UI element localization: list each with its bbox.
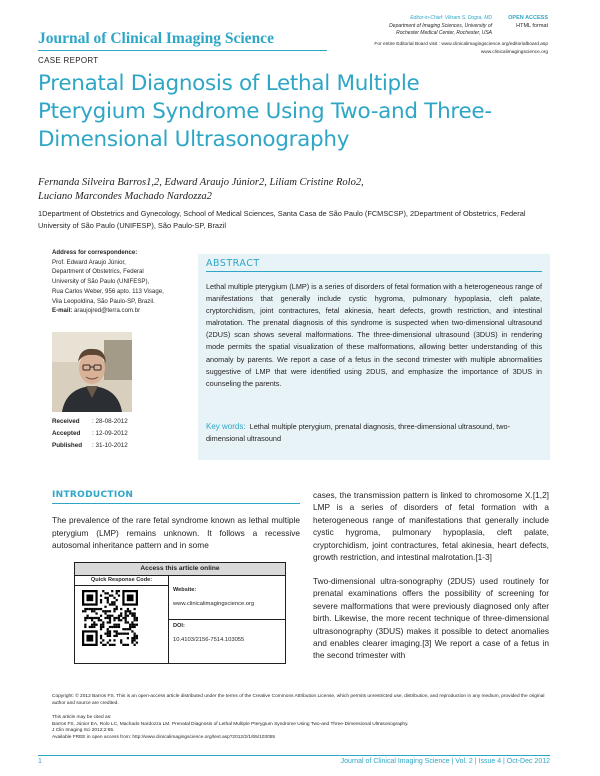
format-label[interactable]: HTML format xyxy=(516,22,548,29)
date-published: Published : 31-10-2012 xyxy=(52,442,128,449)
correspondence-street: Rua Carlos Weber, 956 apto. 113 Visage, xyxy=(52,287,164,295)
abstract-rule xyxy=(206,271,542,272)
author-photo-image xyxy=(52,332,132,412)
article-type: CASE REPORT xyxy=(38,56,99,65)
cite-journal: J Clin Imaging Sci 2012;2:65. xyxy=(52,728,115,733)
doi-label: DOI: xyxy=(173,623,185,629)
correspondence-city: Vila Leopoldina, São Paulo-SP, Brazil. xyxy=(52,297,155,305)
introduction-text: The prevalence of the rare fetal syndrome known as lethal multiple pterygium (LMP) remains unknown. It follows a recessive autosomal inheritance pattern and in some xyxy=(52,515,300,550)
website-text: www.clinicalimagingscience.org xyxy=(480,50,548,55)
doi-link[interactable]: 10.4103/2156-7514.103055 xyxy=(173,637,245,643)
qr-code-image xyxy=(82,590,138,646)
footer-journal: Journal of Clinical Imaging Science | Vol. 2 | Issue 4 | Oct-Dec 2012 xyxy=(340,758,550,765)
introduction-heading: INTRODUCTION xyxy=(52,490,134,500)
access-divider xyxy=(75,585,168,586)
email-link[interactable]: araujojred@terra.com.br xyxy=(74,307,141,315)
cite-reference: Barros FS, Júnior EA, Rolo LC, Machado Nardozza LM. Prenatal Diagnosis of Lethal Multiple Pterygium Syndrome Using Two-and Three-Dimensional Ultrasonography. xyxy=(52,721,409,727)
abstract-heading: ABSTRACT xyxy=(206,258,260,269)
footer-rule xyxy=(38,755,550,756)
dates-block xyxy=(52,416,192,452)
header-rule xyxy=(38,50,327,51)
correspondence-dept: Department of Obstetrics, Federal xyxy=(52,268,144,276)
authors xyxy=(38,176,548,204)
qr-code-icon[interactable] xyxy=(82,590,138,646)
article-title: Prenatal Diagnosis of Lethal Multiple Pterygium Syndrome Using Two-and Three-Dimensional Ultrasonography xyxy=(38,71,492,152)
editor-block xyxy=(342,15,492,38)
editor-institution: Rochester Medical Center, Rochester, USA xyxy=(396,30,492,37)
access-heading: Access this article online xyxy=(75,563,285,575)
keywords-label: Key words: xyxy=(206,422,246,431)
website-label: Website: xyxy=(173,587,197,593)
access-divider xyxy=(169,619,285,620)
date-accepted: Accepted : 12-09-2012 xyxy=(52,430,128,437)
introduction-rule xyxy=(52,503,300,504)
author-photo xyxy=(52,332,132,412)
website-link[interactable]: www.clinicalimagingscience.org xyxy=(173,601,255,607)
abstract-text: Lethal multiple pterygium (LMP) is a series of disorders of fetal formation with a heterogeneous range of manifestations that generally include cystic hygroma, pulmonary hypoplasia, cleft palate, cryptorchidism, joint contractures, fetal akinesia, heart defects, growth restriction, and intestinal malrotation. The prenatal diagnosis of this syndrome is suspected when two-dimensional ultrasound (2DUS) scan shows several malformations. The three-dimensional ultrasound (3DUS) in rendering mode permits the spatial visualization of these malformations, allowing better understanding of this anomaly by parents. We report a case of a fetus in the second trimester with multiple abnormalities suggestive of LMP that were identified using 2DUS, and emphasize the importance of 3DUS in counseling the parents. xyxy=(206,282,542,388)
copyright-notice: Copyright: © 2012 Barros FS. This is an open-access article distributed under the terms of the Creative Commons Attribution License, which permits unrestricted use, distribution, and reproduction in any medium, provided the original author and source are credited. xyxy=(52,694,545,706)
correspondence-univ: University of São Paulo (UNIFESP), xyxy=(52,278,150,286)
right-column-paragraph-1: cases, the transmission pattern is linked to chromosome X.[1,2] LMP is a series of disorders of fetal formation with a heterogeneous range of manifestations that generally include cystic hygroma, pulmonary hypoplasia, cleft palate, cryptorchidism, joint contractures, fetal akinesia, heart defects, growth restriction, and intestinal malrotation.[1-3] xyxy=(313,490,549,563)
editorial-board-line[interactable] xyxy=(300,41,548,57)
citation-block xyxy=(52,715,552,741)
editor-in-chief: Editor-in-Chief: Vikram S. Dogra, MD xyxy=(410,15,492,21)
authors-line-2: Luciano Marcondes Machado Nardozza2 xyxy=(38,191,212,202)
right-column-paragraph-2: Two-dimensional ultra-sonography (2DUS) used routinely for prenatal examinations offers the possibility of screening for severe malformations that were previously diagnosed only after birth. Likewise, the more recent technique of three-dimensional ultrasonography (3DUS) makes it possible to detect anomalies and enables clearer imaging.[3] We report a case of a fetus in the second trimester with xyxy=(313,576,549,661)
keywords xyxy=(206,421,542,445)
journal-title: Journal of Clinical Imaging Science xyxy=(38,30,274,47)
correspondence-heading: Address for correspondence: xyxy=(52,249,138,256)
correspondence-block xyxy=(52,248,192,316)
qr-label: Quick Response Code: xyxy=(90,577,153,583)
correspondence-name: Prof. Edward Araujo Júnior, xyxy=(52,258,126,266)
cite-heading: This article may be cited as: xyxy=(52,715,112,720)
open-access-block xyxy=(494,15,548,30)
authors-line-1: Fernanda Silveira Barros1,2, Edward Araujo Júnior2, Liliam Cristine Rolo2, xyxy=(38,177,364,188)
keywords-text: Lethal multiple pterygium, prenatal diagnosis, three-dimensional ultrasound, two-dimensional ultrasound xyxy=(206,422,511,443)
email-label: E-mail: xyxy=(52,307,73,315)
open-access-label: OPEN ACCESS xyxy=(508,15,548,21)
editorial-board-text: For entire Editorial Board visit : www.clinicalimagingscience.org/editorialboard.asp xyxy=(374,42,548,47)
editor-dept: Department of Imaging Sciences, University of xyxy=(389,22,492,29)
affiliations: 1Department of Obstetrics and Gynecology, School of Medical Sciences, Santa Casa de São Paulo (FCMSCSP), 2Department of Obstetrics, Federal University of São Paulo (UNIFESP), São Paulo-SP, Brazil xyxy=(38,209,526,230)
date-received: Received : 28-08-2012 xyxy=(52,418,128,425)
page-number: 1 xyxy=(38,758,42,765)
cite-url[interactable]: Available FREE in open access from: http://www.clinicalimagingscience.org/text.asp?2012/2/1/65/103055 xyxy=(52,734,276,740)
